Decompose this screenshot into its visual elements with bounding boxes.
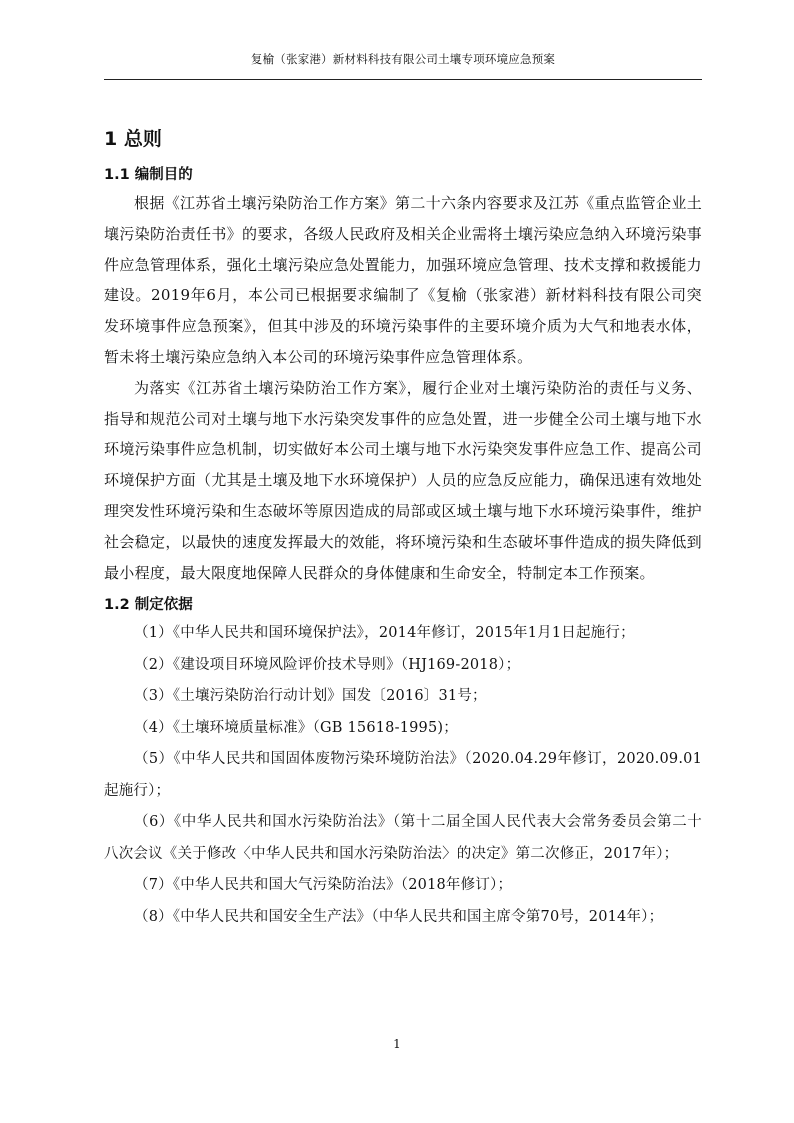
list-item: （8）《中华人民共和国安全生产法》（中华人民共和国主席令第70号，2014年）； [134, 908, 664, 925]
list-item: （4）《土壤环境质量标准》（GB 15618-1995)； [134, 719, 458, 736]
list-item: （1）《中华人民共和国环境保护法》，2014年修订，2015年1月1日起施行； [134, 625, 635, 642]
paragraph: 根据《江苏省土壤污染防治工作方案》第二十六条内容要求及江苏《重点监管企业土壤污染防治责任书》的要求，各级人民政府及相关企业需将土壤污染应急纳入环境污染事件应急管理体系，强化土壤污染应急处置能力，加强环境应急管理、技术支撑和救援能力建设。2019年6月，本公司已根据要求编制了《复榆（张家港）新材料科技有限公司突发环境事件应急预案》，但其中涉及的环境污染事件的主要环境介质为大气和地表水体，暂未将土壤污染应急纳入本公司的环境污染事件应急管理体系。 [104, 194, 702, 366]
list-item: （3）《土壤污染防治行动计划》国发〔2016〕31号； [134, 688, 487, 705]
section-heading-basis: 1.2 制定依据 [104, 597, 193, 614]
paragraph: 为落实《江苏省土壤污染防治工作方案》，履行企业对土壤污染防治的责任与义务、指导和规范公司对土壤与地下水污染突发事件的应急处置，进一步健全公司土壤与地下水环境污染事件应急机制，切实做好本公司土壤与地下水污染突发事件应急工作、提高公司环境保护方面（尤其是土壤及地下水环境保护）人员的应急反应能力，确保迅速有效地处理突发性环境污染和生态破坏等原因造成的局部或区域土壤与地下水环境污染事件，维护社会稳定，以最快的速度发挥最大的效能，将环境污染和生态破坏事件造成的损失降低到最小程度，最大限度地保障人民群众的身体健康和生命安全，特制定本工作预案。 [104, 378, 702, 582]
running-header: 复榆（张家港）新材料科技有限公司土壤专项环境应急预案 [250, 52, 556, 66]
chapter-heading: 1 总则 [104, 128, 162, 150]
list-item: （2）《建设项目环境风险评价技术导则》（HJ169-2018）； [134, 656, 521, 673]
list-item: （5）《中华人民共和国固体废物污染环境防治法》（2020.04.29年修订，2020.09.01起施行）； [104, 751, 702, 799]
document-body [104, 124, 702, 933]
header-divider [104, 79, 702, 80]
list-item: （6）《中华人民共和国水污染防治法》（第十二届全国人民代表大会常务委员会第二十八次会议《关于修改〈中华人民共和国水污染防治法〉的决定》第二次修正，2017年）； [104, 814, 702, 862]
section-heading-purpose: 1.1 编制目的 [104, 167, 193, 183]
list-item: （7）《中华人民共和国大气污染防治法》（2018年修订）； [134, 877, 513, 894]
page-number: 1 [393, 1037, 401, 1051]
